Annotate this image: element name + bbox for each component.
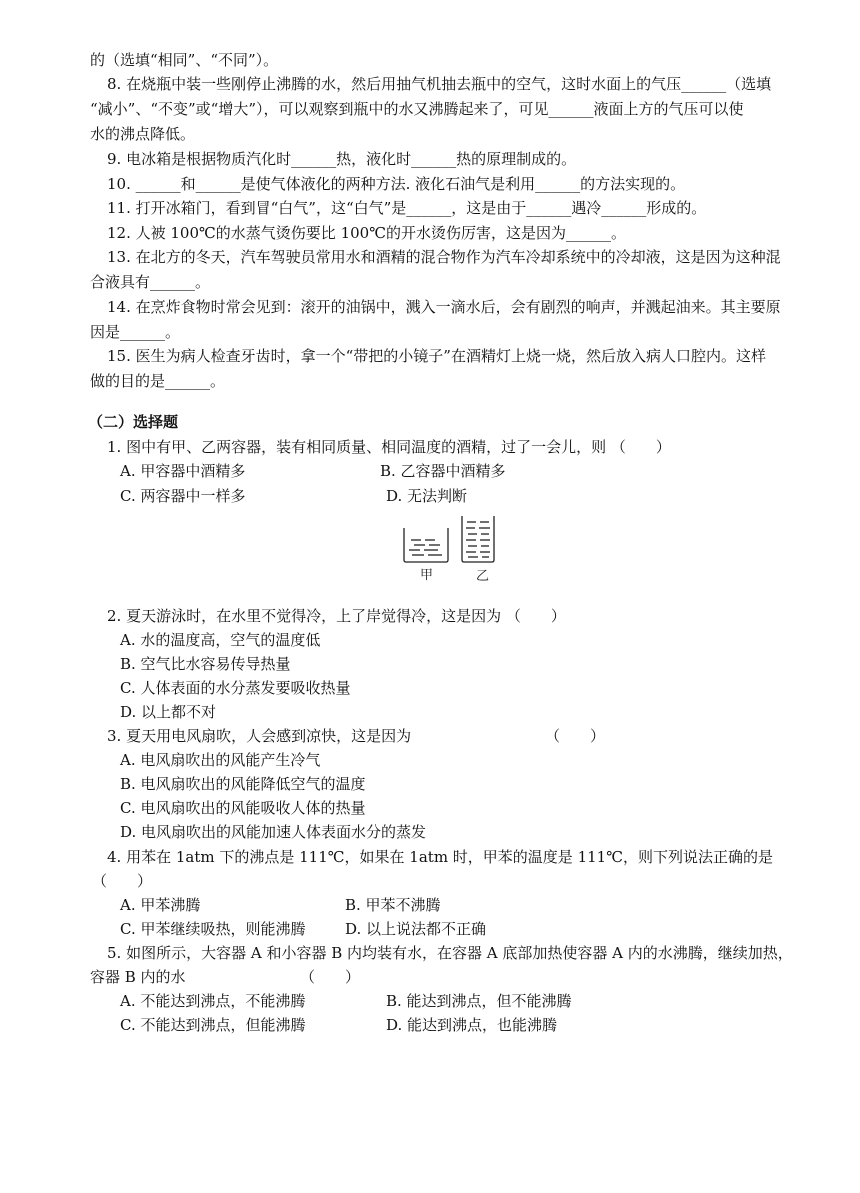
section-heading: （二）选择题 — [88, 413, 179, 431]
containers-illustration — [398, 514, 508, 584]
choice-q4-line-2: （ ） — [92, 872, 153, 890]
q4-option-a: A. 甲苯沸腾 — [120, 896, 201, 914]
q3-option-a: A. 电风扇吹出的风能产生冷气 — [120, 751, 321, 769]
q5-option-d: D. 能达到沸点，也能沸腾 — [386, 1016, 558, 1034]
q14-line-1: 14. 在烹炸食物时常会见到：滚开的油锅中，溅入一滴水后，会有剧烈的响声，并溅起油来。其主要原 — [107, 298, 781, 316]
container-yi — [462, 516, 494, 562]
q15-line-2: 做的目的是______。 — [90, 372, 226, 390]
figure-label-jia: 甲 — [420, 568, 434, 583]
q9: 9. 电冰箱是根据物质汽化时______热，液化时______热的原理制成的。 — [107, 150, 577, 168]
q10: 10. ______和______是使气体液化的两种方法. 液化石油气是利用______的方法实现的。 — [107, 175, 686, 193]
choice-q4-line-1: 4. 用苯在 1atm 下的沸点是 111℃，如果在 1atm 时，甲苯的温度是 111℃，则下列说法正确的是 — [107, 848, 773, 866]
q14-line-2: 因是______。 — [90, 323, 181, 341]
q12: 12. 人被 100℃的水蒸气烫伤要比 100℃的开水烫伤厉害，这是因为______。 — [107, 224, 626, 242]
q2-option-b: B. 空气比水容易传导热量 — [120, 655, 291, 673]
containers-figure — [398, 514, 508, 584]
choice-q5-line-1: 5. 如图所示，大容器 A 和小容器 B 内均装有水，在容器 A 底部加热使容器 A 内的水沸腾，继续加热， — [107, 944, 793, 962]
q11: 11. 打开冰箱门，看到冒“白气”，这“白气”是______，这是由于______遇冷______形成的。 — [107, 199, 707, 217]
q3-option-c: C. 电风扇吹出的风能吸收人体的热量 — [120, 799, 366, 817]
choice-q1: 1. 图中有甲、乙两容器，装有相同质量、相同温度的酒精，过了一会儿，则 （ ） — [107, 438, 671, 456]
q1-option-c: C. 两容器中一样多 — [120, 487, 246, 505]
q4-option-c: C. 甲苯继续吸热，则能沸腾 — [120, 920, 306, 938]
q2-option-a: A. 水的温度高，空气的温度低 — [120, 631, 321, 649]
q15-line-1: 15. 医生为病人检查牙齿时，拿一个“带把的小镜子”在酒精灯上烧一烧，然后放入病人口腔内。这样 — [107, 347, 766, 365]
q5-option-c: C. 不能达到沸点，但能沸腾 — [120, 1016, 306, 1034]
q5-option-b: B. 能达到沸点，但不能沸腾 — [386, 992, 572, 1010]
choice-q2: 2. 夏天游泳时，在水里不觉得冷，上了岸觉得冷，这是因为 （ ） — [107, 607, 566, 625]
q2-option-d: D. 以上都不对 — [120, 703, 217, 721]
q13-line-2: 合液具有______。 — [90, 273, 211, 291]
q7-ending: 的（选填“相同”、“不同”）。 — [90, 51, 279, 69]
container-jia — [404, 528, 448, 562]
q5-answer-paren: （ ） — [300, 968, 361, 986]
figure-label-yi: 乙 — [476, 569, 490, 584]
q13-line-1: 13. 在北方的冬天，汽车驾驶员常用水和酒精的混合物作为汽车冷却系统中的冷却液，这是因为这种混 — [107, 248, 781, 266]
q1-option-b: B. 乙容器中酒精多 — [380, 462, 506, 480]
q3-answer-paren: （ ） — [545, 727, 606, 745]
q1-option-d: D. 无法判断 — [386, 487, 468, 505]
q3-option-d: D. 电风扇吹出的风能加速人体表面水分的蒸发 — [120, 823, 427, 841]
q5-option-a: A. 不能达到沸点，不能沸腾 — [120, 992, 306, 1010]
q8-line-3: 水的沸点降低。 — [90, 125, 196, 143]
choice-q3: 3. 夏天用电风扇吹，人会感到凉快，这是因为 — [107, 727, 412, 745]
q4-option-b: B. 甲苯不沸腾 — [345, 896, 441, 914]
q8-line-1: 8. 在烧瓶中装一些刚停止沸腾的水，然后用抽气机抽去瓶中的空气，这时水面上的气压______（选填 — [107, 75, 772, 93]
q3-option-b: B. 电风扇吹出的风能降低空气的温度 — [120, 775, 366, 793]
q4-option-d: D. 以上说法都不正确 — [345, 920, 487, 938]
q2-option-c: C. 人体表面的水分蒸发要吸收热量 — [120, 679, 351, 697]
q8-line-2: “减小”、“不变”或“增大”），可以观察到瓶中的水又沸腾起来了，可见______液面上方的气压可以使 — [90, 100, 744, 118]
q1-option-a: A. 甲容器中酒精多 — [120, 462, 246, 480]
choice-q5-line-2: 容器 B 内的水 — [90, 968, 186, 986]
